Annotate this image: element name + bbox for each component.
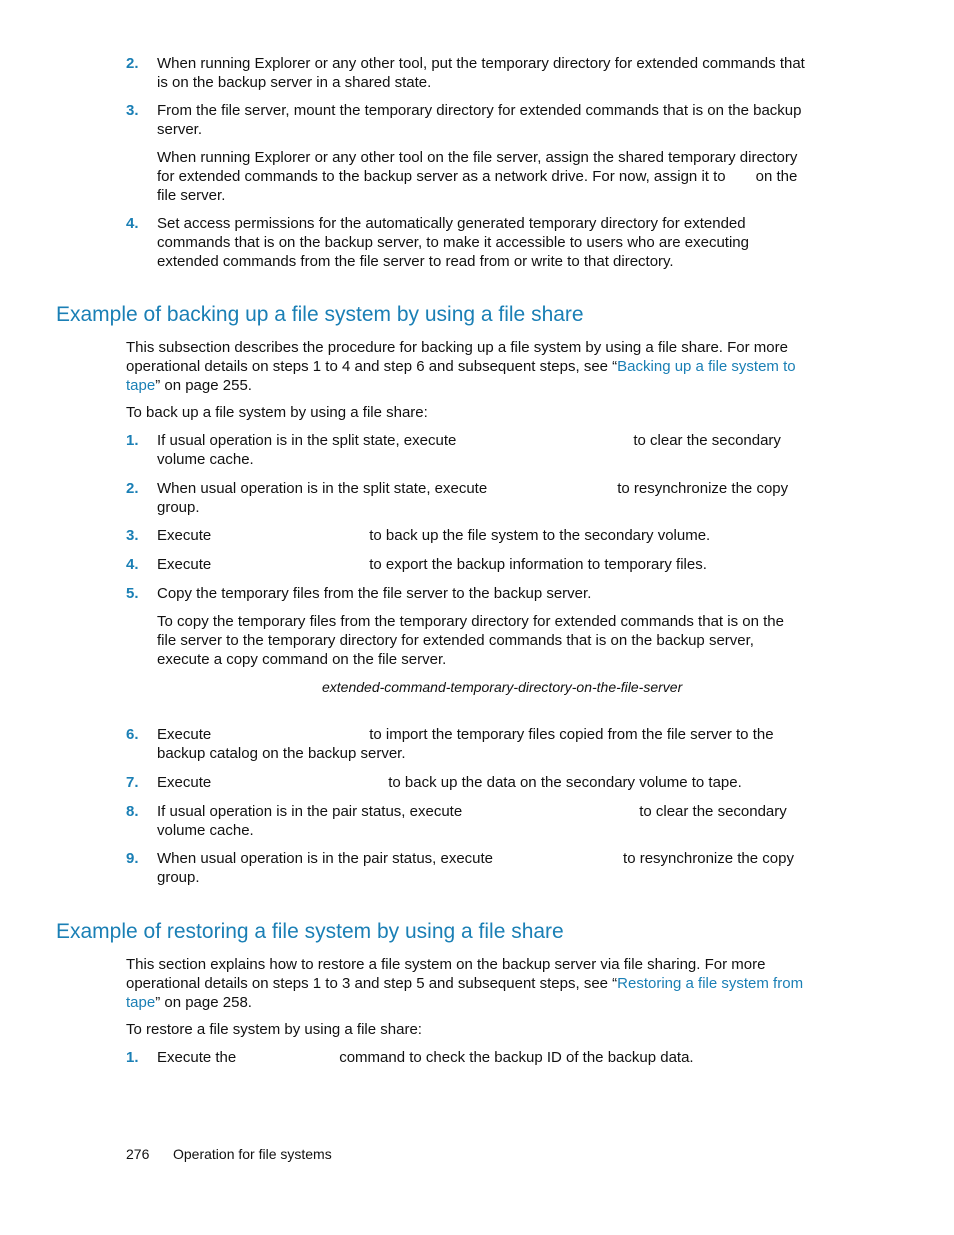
step-text-b: to clear the secondary volume cache. bbox=[157, 432, 781, 468]
step-text-a: If usual operation is in the split state, execute bbox=[157, 432, 457, 449]
step-text-b: to resynchronize the copy group. bbox=[157, 480, 789, 516]
step-number: 5. bbox=[126, 585, 139, 602]
step-number: 4. bbox=[126, 556, 139, 573]
step-3-detail-after: on the file server. bbox=[157, 168, 798, 204]
step-text-a: When usual operation is in the pair status, execute bbox=[157, 850, 494, 867]
step-text-a: When usual operation is in the split state, execute bbox=[157, 480, 488, 497]
step-text-a: Execute bbox=[157, 527, 212, 544]
step-text-b: command to check the backup ID of the backup data. bbox=[339, 1049, 694, 1066]
step-number: 8. bbox=[126, 803, 139, 820]
restore-from-tape-link[interactable]: Restoring a file system from tape bbox=[126, 975, 804, 1011]
step-text bbox=[157, 849, 807, 887]
step-text-b: to resynchronize the copy group. bbox=[157, 850, 794, 886]
step-5-detail: To copy the temporary files from the temporary directory for extended commands that is on the file server to the temporary directory for extended commands that is on the backup server, execute a copy command on the file server. bbox=[157, 613, 784, 668]
step-number: 3. bbox=[126, 102, 139, 119]
restore-intro-text: This section explains how to restore a file system on the backup server via file sharing. For more operational details on steps 1 to 3 and step 5 and subsequent steps, see “ bbox=[126, 956, 766, 992]
step-text-a: Execute bbox=[157, 774, 212, 791]
step-number: 1. bbox=[126, 1049, 139, 1066]
step-text bbox=[157, 1048, 807, 1067]
step-text-b: to import the temporary files copied from the file server to the backup catalog on the backup server. bbox=[157, 726, 774, 762]
backup-lead: To back up a file system by using a file share: bbox=[126, 404, 428, 421]
step-text: From the file server, mount the temporary directory for extended commands that is on the backup server. bbox=[157, 102, 802, 138]
page-number: 276 bbox=[126, 1146, 150, 1162]
step-number: 2. bbox=[126, 55, 139, 72]
backup-to-tape-link[interactable]: Backing up a file system to tape bbox=[126, 358, 796, 394]
step-text-a: Execute bbox=[157, 726, 212, 743]
step-3-detail-before: When running Explorer or any other tool on the file server, assign the shared temporary directory for extended commands to the backup server as a network drive. For now, assign it to bbox=[157, 149, 798, 185]
step-number: 3. bbox=[126, 527, 139, 544]
step-text bbox=[157, 526, 807, 545]
step-text bbox=[157, 725, 807, 763]
section-heading-restore: Example of restoring a file system by using a file share bbox=[56, 920, 564, 943]
backup-intro-text: This subsection describes the procedure for backing up a file system by using a file share. For more operational details on steps 1 to 4 and step 6 and subsequent steps, see “ bbox=[126, 339, 788, 375]
step-text bbox=[157, 431, 807, 469]
step-text-b: to back up the data on the secondary volume to tape. bbox=[388, 774, 742, 791]
restore-lead: To restore a file system by using a file share: bbox=[126, 1021, 422, 1038]
step-3-detail bbox=[157, 148, 805, 205]
backup-intro-tail: ” on page 255. bbox=[155, 377, 252, 394]
step-number: 1. bbox=[126, 432, 139, 449]
restore-intro bbox=[126, 955, 804, 1012]
step-text-b: to clear the secondary volume cache. bbox=[157, 803, 787, 839]
section-heading-backup: Example of backing up a file system by using a file share bbox=[56, 303, 584, 326]
step-text bbox=[157, 802, 807, 840]
step-text-a: If usual operation is in the pair status, execute bbox=[157, 803, 463, 820]
step-text bbox=[157, 555, 807, 574]
step-text: Set access permissions for the automatically generated temporary directory for extended commands that is on the backup server, to make it accessible to users who are executing extended commands from the file server to read from or write to that directory. bbox=[157, 215, 749, 270]
step-text bbox=[157, 479, 807, 517]
step-number: 7. bbox=[126, 774, 139, 791]
step-text: When running Explorer or any other tool, put the temporary directory for extended commands that is on the backup server in a shared state. bbox=[157, 55, 805, 91]
step-text-b: to export the backup information to temporary files. bbox=[369, 556, 707, 573]
step-number: 9. bbox=[126, 850, 139, 867]
step-text: Copy the temporary files from the file server to the backup server. bbox=[157, 585, 592, 602]
footer-title: Operation for file systems bbox=[173, 1146, 332, 1162]
step-text-a: Execute the bbox=[157, 1049, 237, 1066]
step-text bbox=[157, 773, 807, 792]
step-number: 4. bbox=[126, 215, 139, 232]
step-number: 2. bbox=[126, 480, 139, 497]
backup-intro bbox=[126, 338, 796, 395]
step-number: 6. bbox=[126, 726, 139, 743]
step-text-a: Execute bbox=[157, 556, 212, 573]
step-text-b: to back up the file system to the secondary volume. bbox=[369, 527, 711, 544]
restore-intro-tail: ” on page 258. bbox=[155, 994, 252, 1011]
code-line: extended-command-temporary-directory-on-the-file-server bbox=[322, 679, 683, 695]
